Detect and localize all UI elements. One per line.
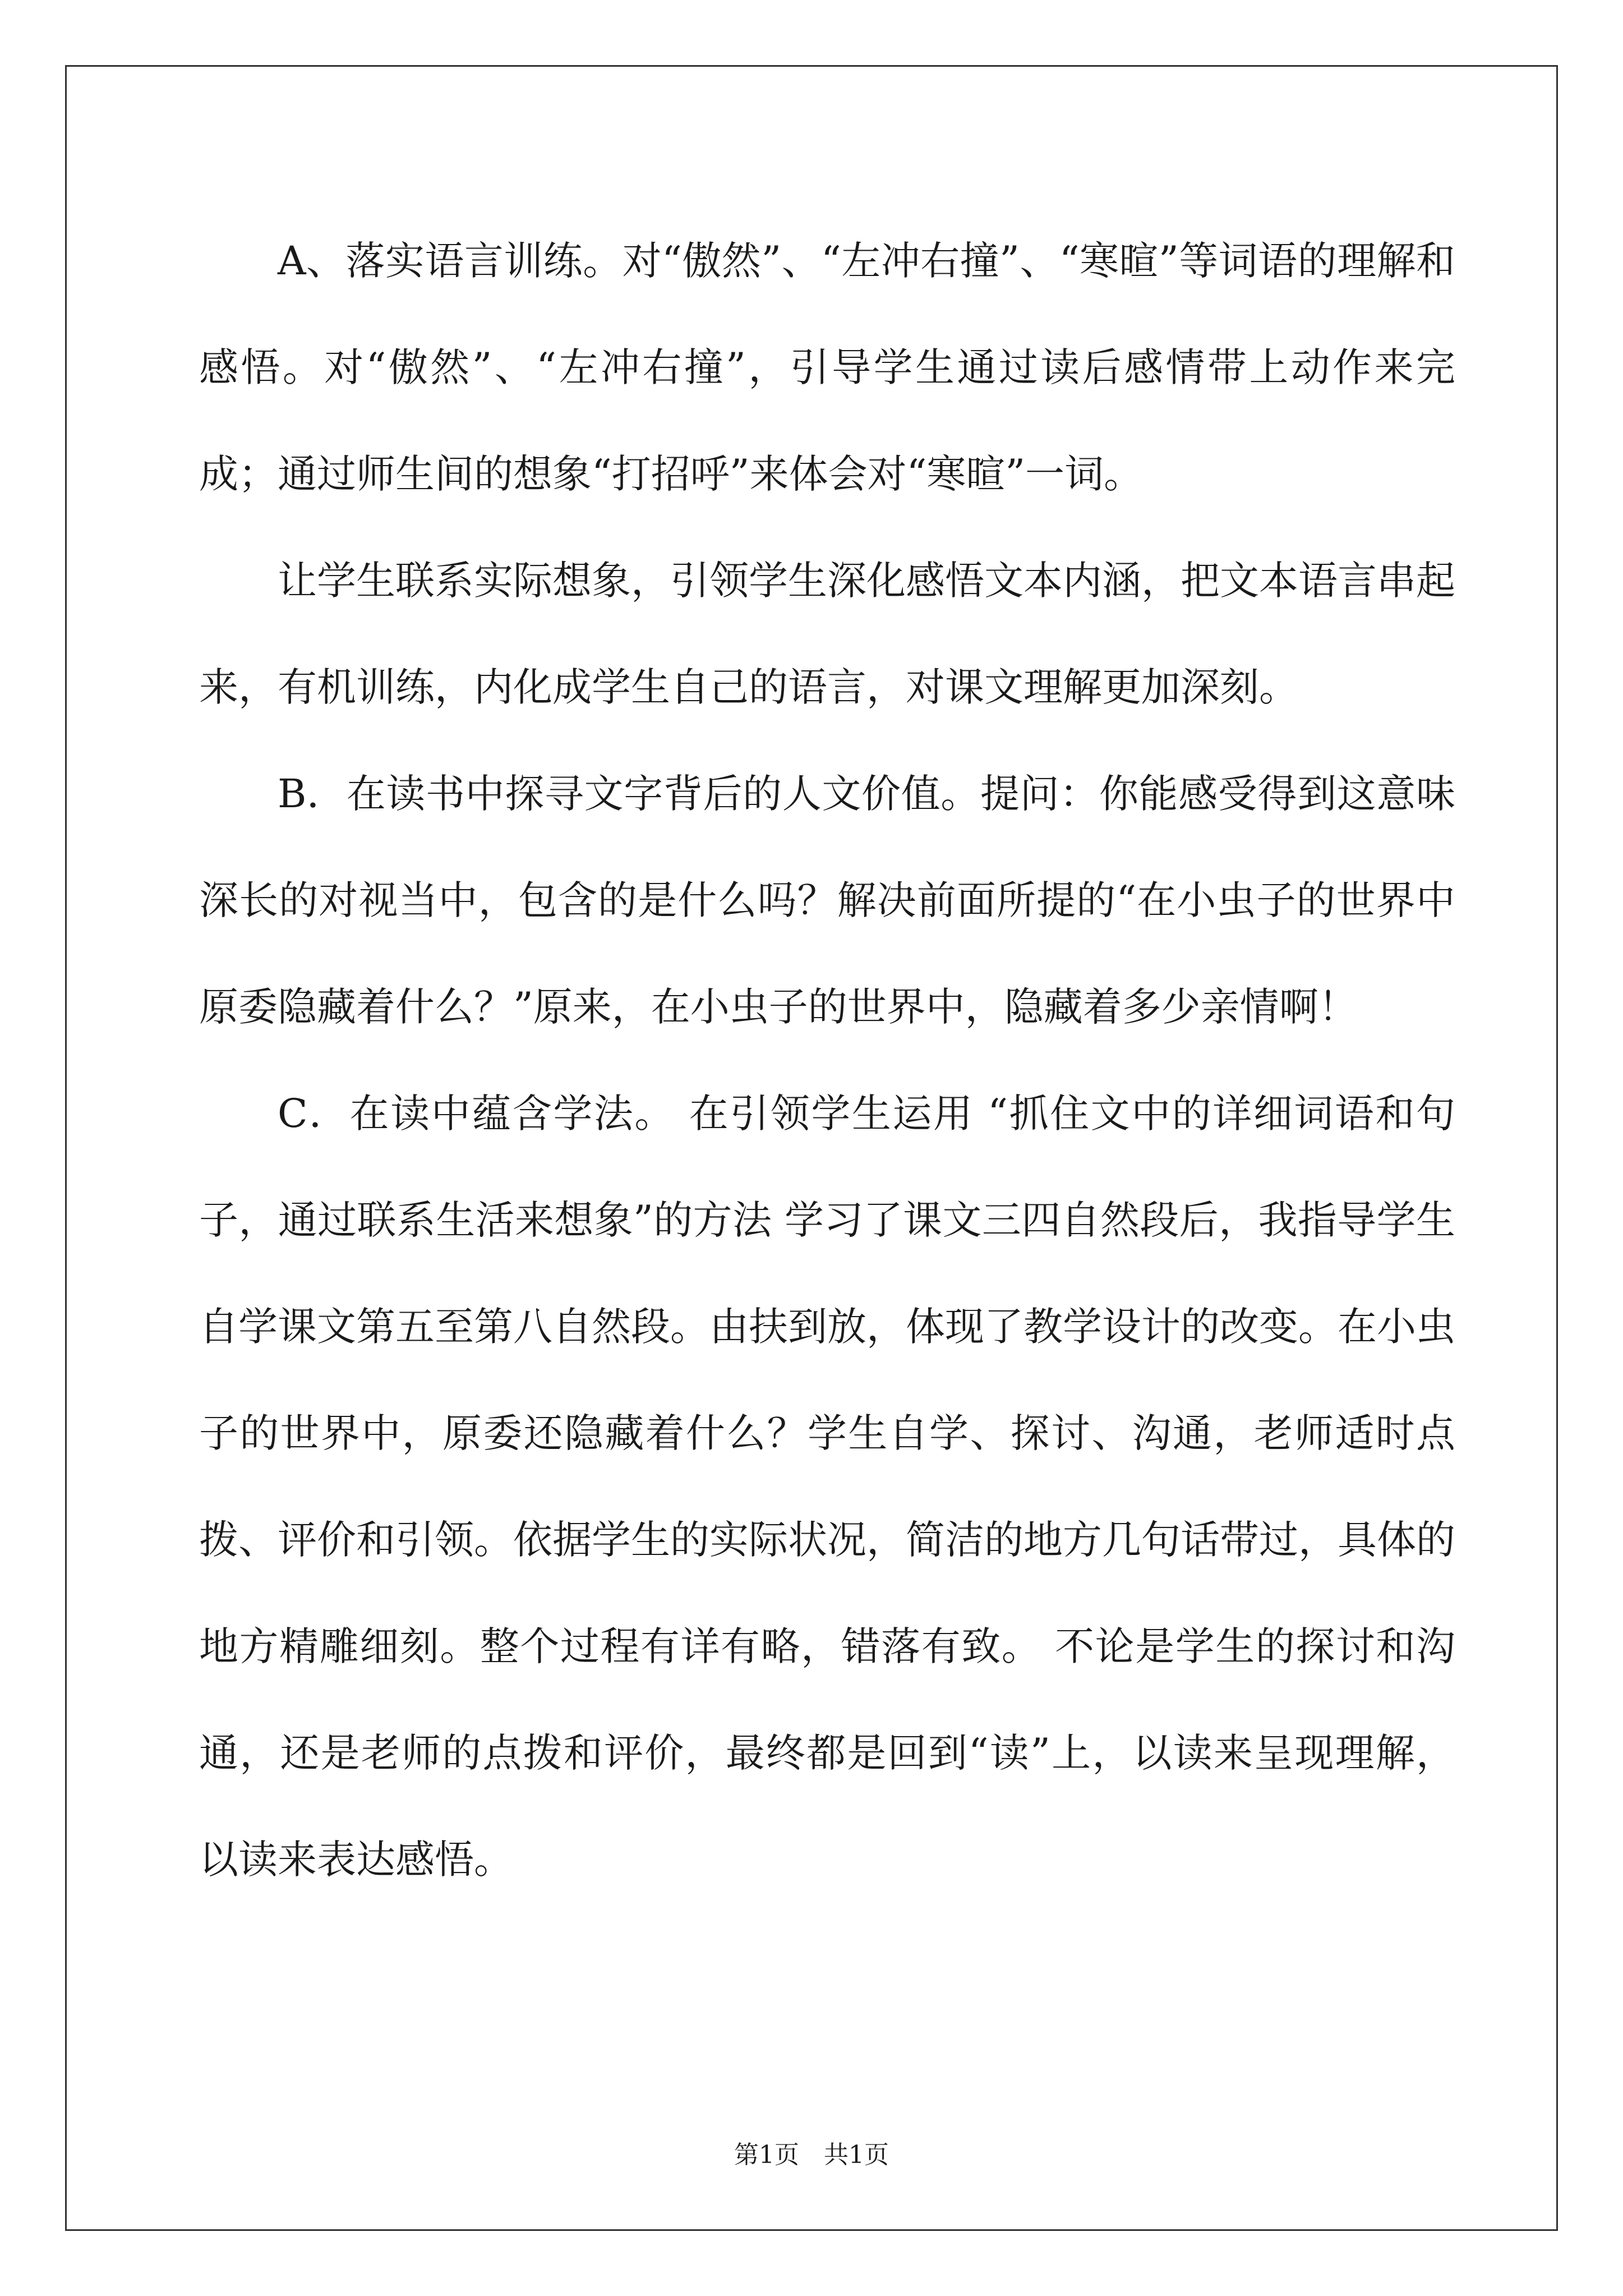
page-number: 第1页 共1页 [734,2141,889,2169]
paragraph-context: 让学生联系实际想象，引领学生深化感悟文本内涵，把文本语言串起来，有机训练，内化成学生自己的语言，对课文理解更加深刻。 [199,558,1455,710]
document-body [199,208,1455,1913]
paragraph-a: A、落实语言训练。对“傲然”、“左冲右撞”、“寒暄”等词语的理解和感悟。对“傲然”、“左冲右撞”，引导学生通过读后感情带上动作来完成；通过师生间的想象“打招呼”来体会对“寒暄”一词。 [199,238,1455,497]
paragraph-c: C．在读中蕴含学法。 在引领学生运用 “抓住文中的详细词语和句子，通过联系生活来想象”的方法 学习了课文三四自然段后，我指导学生自学课文第五至第八自然段。由扶到放，体现了教学设计的改变。在小虫子的世界中，原委还隐藏着什么？学生自学、探讨、沟通，老师适时点拨、评价和引领。依据学生的实际状况，简洁的地方几句话带过，具体的地方精雕细刻。整个过程有详有略，错落有致。 不论是学生的探讨和沟通，还是老师的点拨和评价，最终都是回到“读”上，以读来呈现理解，以读来表达感悟。 [199,1091,1455,1883]
paragraph-b: B．在读书中探寻文字背后的人文价值。提问：你能感受得到这意味深长的对视当中，包含的是什么吗？解决前面所提的“在小虫子的世界中原委隐藏着什么？”原来，在小虫子的世界中，隐藏着多少亲情啊！ [199,771,1455,1030]
